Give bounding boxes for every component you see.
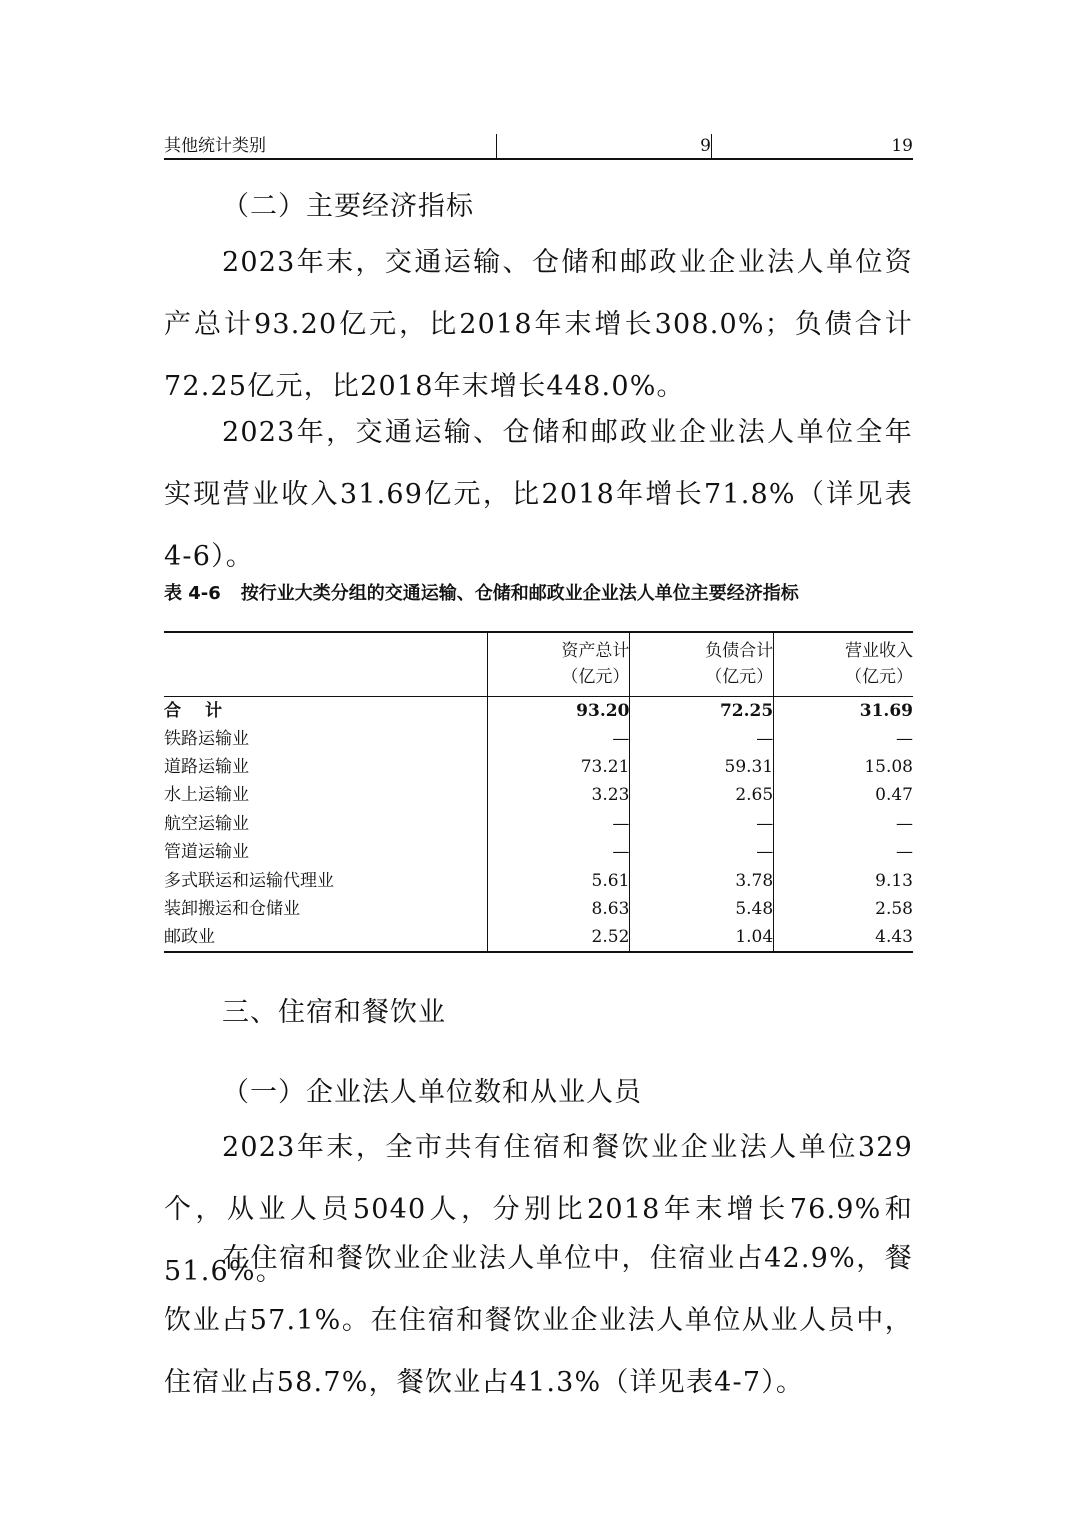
header-liabilities-label: 负债合计 [705,641,774,662]
row-liabilities: — [630,810,774,838]
row-assets: 93.20 [487,696,630,725]
row-liabilities: 72.25 [630,696,774,725]
row-liabilities: 2.65 [630,781,774,809]
table-header-row [164,632,913,696]
row-liabilities: 3.78 [630,866,774,894]
row-revenue: 15.08 [774,753,913,781]
paragraph-shares: 在住宿和餐饮业企业法人单位中，住宿业占42.9%，餐饮业占57.1%。在住宿和餐饮业企业法人单位从业人员中，住宿业占58.7%，餐饮业占41.3%（详见表4-7）。 [164,1243,913,1398]
header-liabilities-unit: （亿元） [705,667,774,688]
row-revenue: — [774,838,913,866]
top-row-value-2: 19 [891,136,913,156]
row-assets: — [487,810,630,838]
table-row [164,838,913,866]
row-revenue: 31.69 [774,696,913,725]
table-row [164,725,913,753]
row-revenue: 9.13 [774,866,913,894]
top-table-row [164,130,913,160]
table-row [164,810,913,838]
row-assets: 73.21 [487,753,630,781]
row-assets: 2.52 [487,923,630,952]
header-assets [487,632,630,696]
table-caption-title: 按行业大类分组的交通运输、仓储和邮政业企业法人单位主要经济指标 [240,583,799,604]
header-assets-label: 资产总计 [561,641,630,662]
table-caption-number: 表 4-6 [164,583,221,604]
header-revenue [774,632,913,696]
table-row [164,696,913,725]
header-revenue-label: 营业收入 [845,641,913,662]
row-revenue: — [774,810,913,838]
header-blank [164,632,487,696]
table-row [164,866,913,894]
header-revenue-unit: （亿元） [845,667,913,688]
table-row [164,753,913,781]
row-revenue: 0.47 [774,781,913,809]
economic-indicators-table [164,631,913,953]
row-assets: — [487,838,630,866]
row-name: 合计 [164,700,246,721]
paragraph-revenue: 2023年，交通运输、仓储和邮政业企业法人单位全年实现营业收入31.69亿元，比2018年增长71.8%（详见表4-6）。 [164,417,913,572]
row-assets: — [487,725,630,753]
row-assets: 3.23 [487,781,630,809]
top-row-value-1: 9 [700,136,711,156]
row-name: 铁路运输业 [164,728,249,749]
subsection-heading-units-employees: （一）企业法人单位数和从业人员 [222,1077,642,1108]
row-assets: 8.63 [487,895,630,923]
row-revenue: 2.58 [774,895,913,923]
subsection-heading-economic-indicators: （二）主要经济指标 [222,191,474,222]
table-row [164,781,913,809]
row-liabilities: 59.31 [630,753,774,781]
row-revenue: 4.43 [774,923,913,952]
row-liabilities: 1.04 [630,923,774,952]
paragraph-assets-liabilities: 2023年末，交通运输、仓储和邮政业企业法人单位资产总计93.20亿元，比2018年末增长308.0%；负债合计72.25亿元，比2018年末增长448.0%。 [164,247,913,402]
paragraph-units-employees: 2023年末，全市共有住宿和餐饮业企业法人单位329个，从业人员5040人，分别比2018年末增长76.9%和51.6%。 [164,1132,913,1287]
row-name: 多式联运和运输代理业 [164,870,334,891]
section-heading-accommodation-catering: 三、住宿和餐饮业 [222,997,446,1028]
row-name: 航空运输业 [164,813,249,834]
row-liabilities: 5.48 [630,895,774,923]
row-name: 装卸搬运和仓储业 [164,899,300,920]
row-liabilities: — [630,725,774,753]
row-name: 管道运输业 [164,842,249,863]
row-name: 道路运输业 [164,757,249,778]
row-assets: 5.61 [487,866,630,894]
table-caption [164,579,913,605]
row-liabilities: — [630,838,774,866]
row-name: 邮政业 [164,923,487,952]
header-assets-unit: （亿元） [561,667,630,688]
header-liabilities [630,632,774,696]
table-row [164,895,913,923]
row-revenue: — [774,725,913,753]
row-name: 水上运输业 [164,785,249,806]
top-row-label: 其他统计类别 [164,136,266,156]
table-row [164,923,913,952]
